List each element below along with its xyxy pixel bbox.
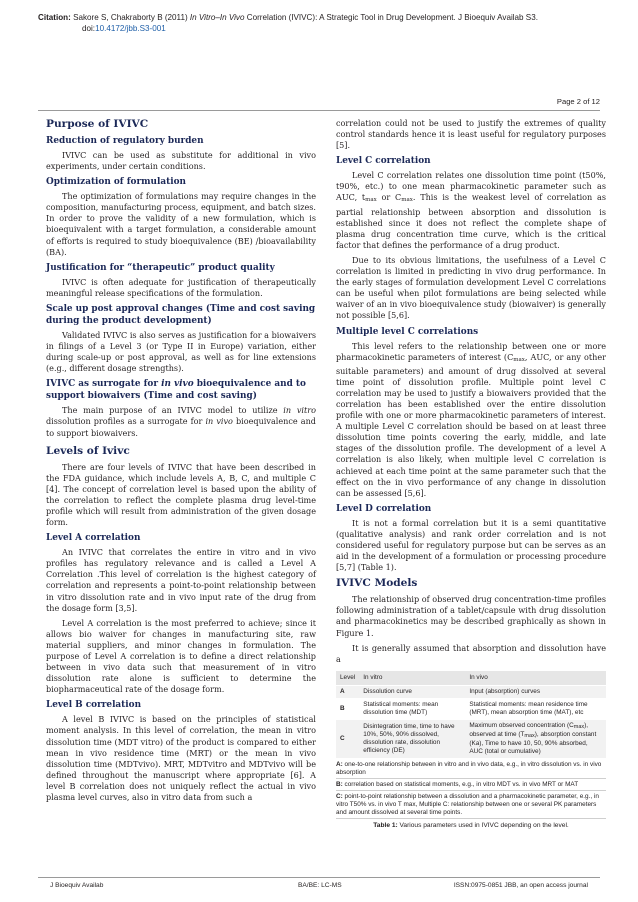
invivo-c-c: ), absorption constant (Ka), Time to have 10, 50, 90% absorbed, AUC (total or cumulative) [469,730,597,755]
table-note-a [336,759,606,779]
note-c-text: point-to-point relationship between a dissolution and a pharmacokinetic parameter, e.g., in vitro T50% vs. in vivo T max, Multiple C: relationship between one or several PK parameters and amount dissolved at several time points. [336,792,599,816]
scaleup-heading: Scale up post approval changes (Time and cost saving during the product development) [46,303,316,326]
surrogate-heading [46,378,316,402]
table-note-c [336,791,606,819]
levelA-paragraph-2: Level A correlation is the most preferred to achieve; since it allows bio waiver for changes in manufacturing site, raw material suppliers, and minor changes in formulation. The purpose of Level A correlation is to define a direct relationship between in vivo data such that measurement of in vitro dissolution rate alone is sufficient to determine the biopharmaceutical rate of the dosage form. [46,617,316,695]
table-header-level: Level [336,671,359,686]
optimization-paragraph: The optimization of formulations may require changes in the composition, manufacturing process, equipment, and batch sizes. In order to prove the validity of a new formulation, which is bioequivalent with a target formulation, a considerable amount of efforts is required to study bioequivalence (BE) /bioavailability (BA). [46,191,316,257]
note-c-label: C: [336,792,343,800]
table-cell-invivo: Statistical moments: mean residence time (MRT), mean absorption time (MAT), etc [465,698,606,719]
levelC-p1-sub1: max [365,197,377,204]
table-caption [336,819,606,830]
surrogate-heading-pre: IVIVC as surrogate for [46,379,162,390]
levels-paragraph: There are four levels of IVIVC that have been described in the FDA guidance, which include levels A, B, C, and multiple C [4]. The concept of correlation level is based upon the ability of the correlation to reflect the complete plasma drug level-time profile which will result from administration of the given dosage form. [46,461,316,528]
table-cell-level: B [336,698,359,719]
levelB-paragraph: A level B IVIVC is based on the principles of statistical moment analysis. In this level of correlation, the mean in vitro dissolution time (MDT vitro) of the product is compared to either mean in vivo residence time (MRT) or the mean in vivo dissolution time (MDTvivo). MRT, MDTvitro and MDTvivo will be defined throughout the manuscript where appropriate [6]. A level B correlation does not uniquely reflect the actual in vivo plasma level curves, also in vitro data from such a [46,714,316,803]
surrogate-paragraph [46,405,316,438]
models-heading: IVIVC Models [336,577,418,590]
table-cell-level: C [336,719,359,758]
table-caption-label: Table 1: [373,821,398,829]
footer-journal: J Bioequiv Availab [50,882,104,889]
levels-heading: Levels of Ivivc [46,444,130,457]
multiple-p-sub: max [513,356,525,363]
invivo-c-sub2: max [524,732,535,739]
table-cell-invitro: Disintegration time, time to have 10%, 50%, 90% dissolved, dissolution rate, dissolution efficiency (DE) [359,719,465,758]
justification-heading: Justification for “therapeutic” product quality [46,262,275,273]
scaleup-paragraph: Validated IVIVC is also serves as justification for a biowaivers in filings of a Level 3 (or Type II in Europe) variation, either during scale-up or post approval, as well as for line extensions (e.g., different dosage strengths). [46,329,316,374]
invivo-c-sub1: max [573,723,585,730]
doi-link[interactable]: 10.4172/jbb.S3-001 [95,24,166,33]
levelA-paragraph-1: An IVIVC that correlates the entire in vitro and in vivo profiles has regulatory relevance and is called a Level A Correlation .This level of correlation is the highest category of correlation and represents a point-to-point relationship between in vitro dissolution rate and in vivo input rate of the drug from the dosage form [3,5]. [46,547,316,613]
levelC-heading: Level C correlation [336,156,431,167]
levelC-paragraph-1 [336,170,606,251]
reduction-paragraph: IVIVC can be used as substitute for additional in vivo experiments, under certain conditions. [46,150,316,172]
levelC-p1-a: Level C correlation relates one dissolution time point (t50%, t90%, etc.) to one mean pharmacokinetic parameter such as AUC, t [336,170,606,203]
table-1 [336,671,606,830]
page-number: Page 2 of 12 [556,97,600,106]
levelC-p1-c: . This is the weakest level of correlation as partial relationship between absorption and dissolution is established since it does not reflect the complete shape of plasma drug concentration time curve, which is the critical factor that defines the performance of a drug product. [336,192,606,250]
table-row [336,719,606,758]
footer-issn: ISSN:0975-0851 JBB, an open access journal [453,882,588,889]
citation-text-pre: Sakore S, Chakraborty B (2011) [70,13,190,22]
table-header-invitro: In vitro [359,671,465,686]
table-row [336,698,606,719]
optimization-heading: Optimization of formulation [46,177,186,188]
surrogate-heading-post: bioequivalence and to support biowaivers (Time and cost saving) [46,379,306,402]
purpose-heading: Purpose of IVIVC [46,118,149,130]
levelC-p1-b: or C [376,192,402,203]
multiple-paragraph [336,341,606,499]
reduction-heading: Reduction of regulatory burden [46,136,204,146]
table-header-row [336,671,606,686]
levelD-paragraph: It is not a formal correlation but it is a semi quantitative (qualitative analysis) and rank order correlation and is not considered useful for regulatory purpose but can be serves as an aid in the development of a formulation or processing procedure [5,7] (Table 1). [336,517,606,573]
levelC-paragraph-2: Due to its obvious limitations, the usefulness of a Level C correlation is limited in predicting in vivo drug performance. In the early stages of formulation development Level C correlations can be useful when pilot formulations are being selected while waiver of an in vivo bioequivalence study (biowaiver) is generally not possible [5,6]. [336,254,606,321]
multiple-p-b: , AUC, or any other suitable parameters) and amount of drug dissolved at several time point of dissolution profile. Multiple point level C correlation may be used to justify a biowaivers provided that the correlation has been established over the entire dissolution profile with one or more pharmacokinetic parameters of interest. A multiple Level C correlation should be based on at least three dissolution time points covering the early, middle, and late stages of the dissolution profile. The development of a level A correlation is also likely, when multiple level C correlation is achieved at each time point at the same parameter such that the effect on the in vivo performance of any change in dissolution can be assessed [5,6]. [336,351,607,498]
models-paragraph-2: It is generally assumed that absorption and dissolution have a [336,642,606,664]
header-divider [38,110,600,111]
citation [38,12,608,34]
right-column [336,118,606,830]
levelB-heading: Level B correlation [46,700,142,711]
surrogate-p-mid: dissolution profiles as a surrogate for [46,416,206,427]
table-caption-text: Various parameters used in IVIVC depending on the level. [397,821,569,829]
left-column [46,118,316,807]
justification-paragraph: IVIVC is often adequate for justification of therapeutically meaningful release specifications of the formulation. [46,276,316,298]
levelC-p1-sub2: max [401,197,413,204]
table-cell-invivo [465,719,606,758]
table-row [336,685,606,698]
citation-text-post: Correlation (IVIVC): A Strategic Tool in Drug Development. J Bioequiv Availab S3. [244,13,538,22]
models-paragraph-1: The relationship of observed drug concentration-time profiles following administration of a tablet/capsule with drug dissolution and pharmacokinetics may be described graphically as shown in Figure 1. [336,594,606,638]
table-note-b [336,779,606,791]
table-cell-invitro: Statistical moments: mean dissolution time (MDT) [359,698,465,719]
invivo-c-a: Maximum observed concentration (C [469,721,574,729]
table-cell-invivo: Input (absorption) curves [465,685,606,698]
levelA-heading: Level A correlation [46,533,141,544]
invivo-c-b: ), observed at time (T [469,721,589,738]
multiple-heading: Multiple level C correlations [336,326,479,337]
citation-text-italic: In Vitro–In Vivo [189,13,245,22]
levelD-heading: Level D correlation [336,503,432,514]
surrogate-p-italic1: in vitro [283,405,316,416]
surrogate-p-pre: The main purpose of an IVIVC model to utilize [62,405,284,416]
footer-divider [38,877,600,878]
multiple-p-a: This level refers to the relationship between one or more pharmacokinetic parameters of interest (C [336,340,606,362]
note-b-text: correlation based on statistical moments, e.g., in vitro MDT vs. in vivo MRT or MAT [342,780,579,788]
surrogate-p-italic2: in vivo [205,416,233,427]
surrogate-heading-italic: in vivo [161,379,194,390]
footer-issue: BA/BE: LC-MS [298,882,342,889]
note-a-text: one-to-one relationship between in vitro and in vivo data, e.g., in vitro dissolution vs. in vivo absorption [336,760,602,776]
surrogate-p-post: bioequivalence and to support biowaivers. [46,416,316,438]
table-header-invivo: In vivo [465,671,606,686]
note-a-label: A: [336,760,343,768]
note-b-label: B: [336,780,343,788]
table-cell-invitro: Dissolution curve [359,685,465,698]
parameters-table [336,671,606,759]
doi-label: doi: [82,24,96,33]
citation-label: Citation: [38,13,71,22]
levelB-continued: correlation could not be used to justify the extremes of quality control standards hence it is least useful for regulatory purposes [5]. [336,118,606,151]
table-cell-level: A [336,685,359,698]
